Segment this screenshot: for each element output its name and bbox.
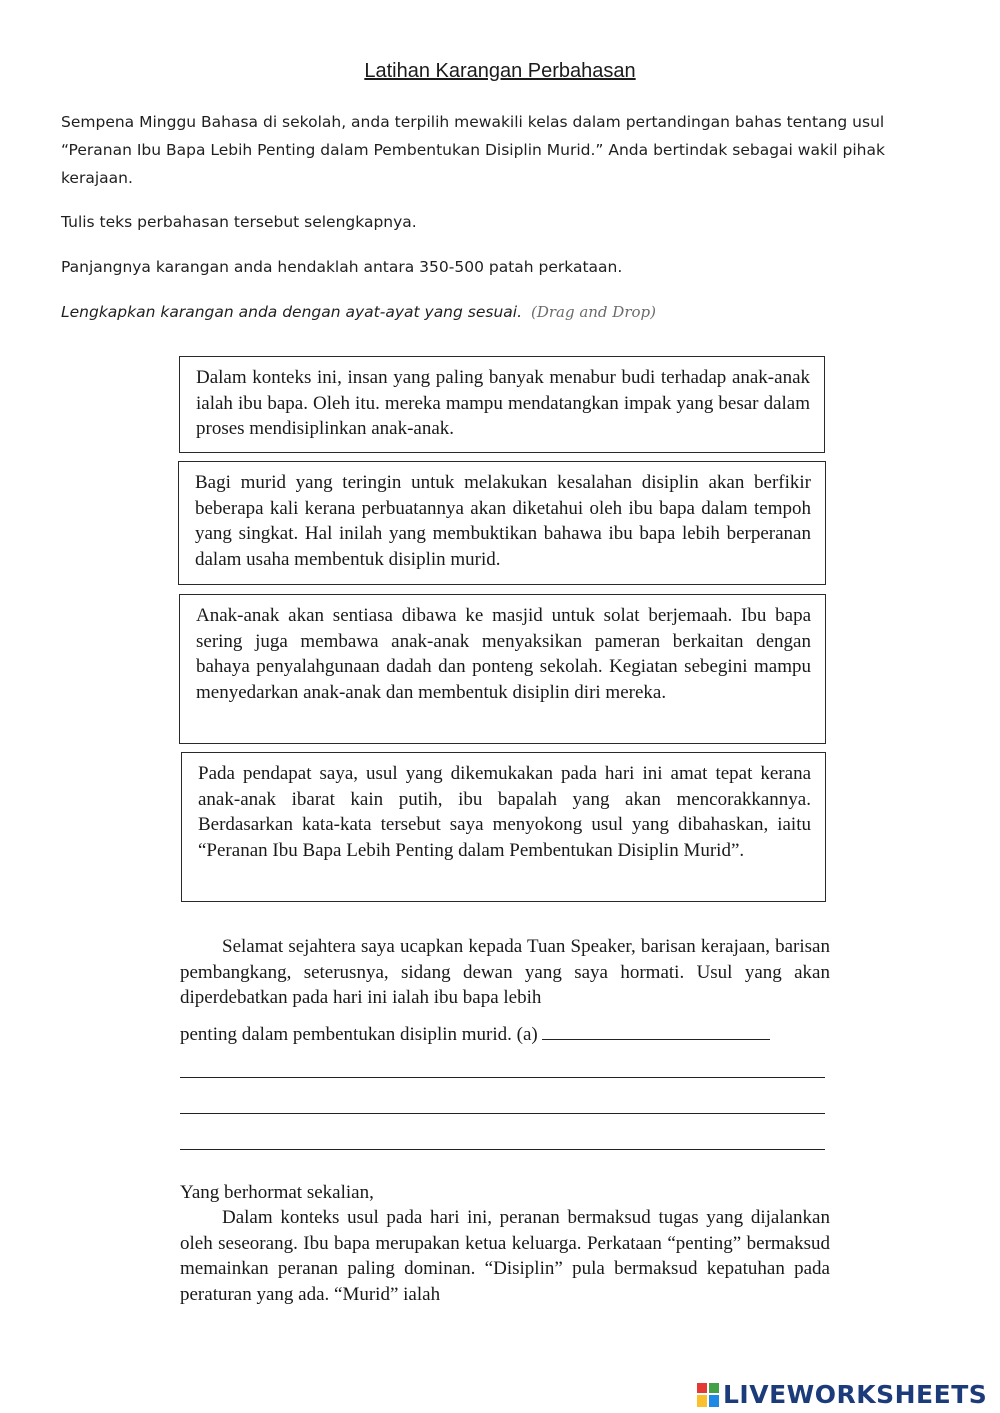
- essay-paragraph-1: Selamat sejahtera saya ucapkan kepada Tuan Speaker, barisan kerajaan, barisan pembangkang, seterusnya, sidang dewan yang saya hormati. Usul yang akan diperdebatkan pada hari ini ialah ibu bapa lebih: [180, 936, 830, 1008]
- instruction-paragraph-1: Sempena Minggu Bahasa di sekolah, anda terpilih mewakili kelas dalam pertandingan bahas tentang usul “Peranan Ibu Bapa Lebih Penting dalam Pembentukan Disiplin Murid.” Anda bertindak sebagai wakil pihak kerajaan.: [61, 113, 885, 187]
- instruction-text: Lengkapkan karangan anda dengan ayat-ayat yang sesuai.: [61, 303, 523, 321]
- liveworksheets-logo: [697, 1380, 997, 1410]
- draggable-sentence-4[interactable]: Pada pendapat saya, usul yang dikemukakan pada hari ini amat tepat kerana anak-anak ibarat kain putih, ibu bapalah yang akan mencorakkannya. Berdasarkan kata-kata tersebut saya menyokong usul yang dibahaskan, iaitu “Peranan Ibu Bapa Lebih Penting dalam Pembentukan Disiplin Murid”.: [181, 752, 826, 902]
- answer-blank-line-1[interactable]: [180, 1077, 825, 1078]
- answer-blank-a[interactable]: [542, 1027, 770, 1040]
- draggable-sentence-2[interactable]: Bagi murid yang teringin untuk melakukan kesalahan disiplin akan berfikir beberapa kali kerana perbuatannya akan diketahui oleh ibu bapa dalam tempoh yang singkat. Hal inilah yang membuktikan bahawa ibu bapa lebih berperanan dalam usaha membentuk disiplin murid.: [178, 461, 826, 585]
- essay-paragraph-1-last-line: [180, 1022, 830, 1048]
- liveworksheets-icon: [697, 1383, 719, 1407]
- essay-line-text: penting dalam pembentukan disiplin murid. (a): [180, 1024, 538, 1045]
- answer-blank-line-3[interactable]: [180, 1149, 825, 1150]
- essay-paragraph-2: Dalam konteks usul pada hari ini, peranan bermaksud tugas yang dijalankan oleh seseorang. Ibu bapa merupakan ketua keluarga. Perkataan “penting” bermaksud memainkan peranan paling dominan. “Disiplin” pula bermaksud kepatuhan pada peraturan yang ada. “Murid” ialah: [180, 1207, 830, 1305]
- draggable-sentence-1[interactable]: Dalam konteks ini, insan yang paling banyak menabur budi terhadap anak-anak ialah ibu bapa. Oleh itu. mereka mampu mendatangkan impak yang besar dalam proses mendisiplinkan anak-anak.: [179, 356, 825, 453]
- essay-greeting: Yang berhormat sekalian,: [180, 1182, 374, 1203]
- instruction-paragraph-2: Tulis teks perbahasan tersebut selengkapnya.: [61, 213, 417, 231]
- instruction-paragraph-3: Panjangnya karangan anda hendaklah antara 350-500 patah perkataan.: [61, 258, 623, 276]
- drag-and-drop-hint: (Drag and Drop): [530, 303, 656, 321]
- worksheet-title: Latihan Karangan Perbahasan: [364, 60, 636, 82]
- answer-blank-line-2[interactable]: [180, 1113, 825, 1114]
- draggable-sentence-3[interactable]: Anak-anak akan sentiasa dibawa ke masjid untuk solat berjemaah. Ibu bapa sering juga membawa anak-anak menyaksikan pameran berkaitan dengan bahaya penyalahgunaan dadah dan ponteng sekolah. Kegiatan sebegini mampu menyedarkan anak-anak dan membentuk disiplin diri mereka.: [179, 594, 826, 744]
- liveworksheets-logo-text: LIVEWORKSHEETS: [723, 1380, 988, 1409]
- instruction-paragraph-4: [61, 298, 943, 326]
